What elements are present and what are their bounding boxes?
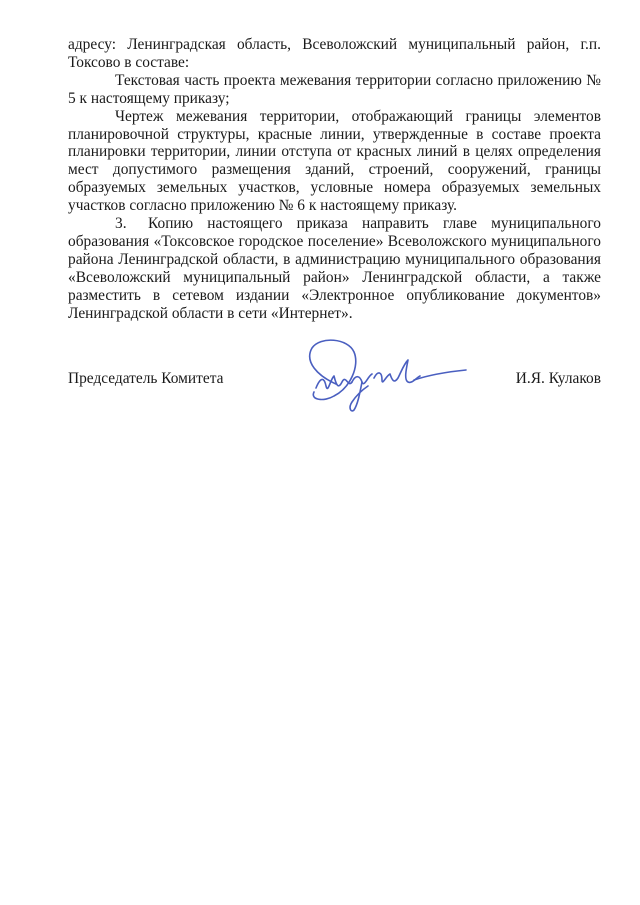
- signature-stroke: [374, 360, 420, 382]
- handwritten-signature: [296, 332, 468, 414]
- paragraph-drawing: Чертеж межевания территории, отображающий границы элементов планировочной структуры, красные линии, утвержденные в составе проекта планировки территории, линии отступа от красных линий в целях определения мест допустимого размещения зданий, строений, сооружений, границы образуемых земельных участков, условные номера образуемых земельных участков согласно приложению № 6 к настоящему приказу.: [68, 107, 601, 215]
- signatory-name: И.Я. Кулаков: [515, 370, 601, 387]
- document-body: [68, 36, 601, 323]
- paragraph-address: адресу: Ленинградская область, Всеволожский муниципальный район, г.п. Токсово в составе:: [68, 36, 601, 71]
- list-item-text: Копию настоящего приказа направить главе муниципального образования «Токсовское городское поселение» Всеволожского муниципального района Ленинградской области, в администрацию муниципального образования «Всеволожский муниципальный район» Ленинградской области, а также разместить в сетевом издании «Электронное опубликование документов» Ленинградской области в сети «Интернет».: [68, 215, 601, 322]
- signatory-title: Председатель Комитета: [68, 370, 224, 387]
- signature-stroke: [350, 382, 368, 411]
- paragraph-text-part: Текстовая часть проекта межевания территории согласно приложению № 5 к настоящему приказу;: [68, 71, 601, 107]
- signature-stroke: [414, 370, 466, 380]
- list-item-number: 3.: [115, 215, 127, 233]
- signature-stroke: [310, 340, 356, 399]
- list-item-3: [68, 215, 601, 322]
